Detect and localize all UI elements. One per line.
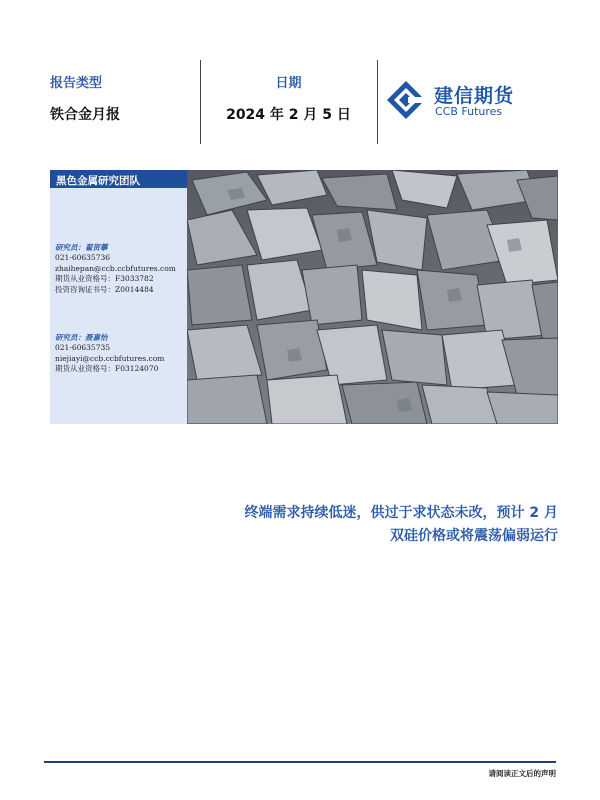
analyst-phone: 021-60635736 [55, 253, 111, 262]
headline-line-1: 终端需求持续低迷，供过于求状态未改，预计 2 月 [244, 505, 558, 521]
report-type-value: 铁合金月报 [50, 107, 120, 123]
date-value: 2024 年 2 月 5 日 [226, 107, 351, 123]
date-label: 日期 [275, 76, 302, 91]
research-team-panel [50, 170, 187, 424]
logo-en-text: CCB Futures [435, 105, 503, 118]
header-divider [377, 60, 378, 144]
logo-cn-text: 建信期货 [434, 85, 515, 107]
team-title: 黑色金属研究团队 [50, 170, 187, 188]
analyst-futures-license: 期货从业资格号：F03124070 [55, 364, 159, 373]
analyst-futures-license: 期货从业资格号：F3033782 [55, 274, 154, 283]
report-type-block [50, 72, 120, 124]
report-headline [140, 502, 558, 548]
footer-divider [44, 761, 556, 763]
analyst-investment-license: 投资咨询证书号：Z0014484 [55, 284, 154, 294]
date-block [200, 72, 377, 124]
analyst-phone: 021-60635735 [55, 343, 111, 352]
analyst-card [55, 242, 185, 295]
ferroalloy-photo [187, 170, 558, 424]
ccb-logo-icon [386, 80, 426, 120]
analyst-email[interactable]: zhaihepan@ccb.ccbfutures.com [55, 263, 176, 273]
report-type-label: 报告类型 [50, 76, 103, 91]
company-logo [386, 80, 556, 124]
footer-disclaimer: 请阅读正文后的声明 [488, 769, 556, 778]
analyst-name: 研究员：翟贺攀 [55, 243, 108, 252]
analyst-card [55, 332, 185, 375]
headline-line-2: 双硅价格或将震荡偏弱运行 [390, 528, 558, 544]
ferroalloy-image [187, 170, 558, 424]
analyst-name: 研究员：聂嘉怡 [55, 333, 108, 342]
analyst-email[interactable]: niejiayi@ccb.ccbfutures.com [55, 353, 165, 363]
